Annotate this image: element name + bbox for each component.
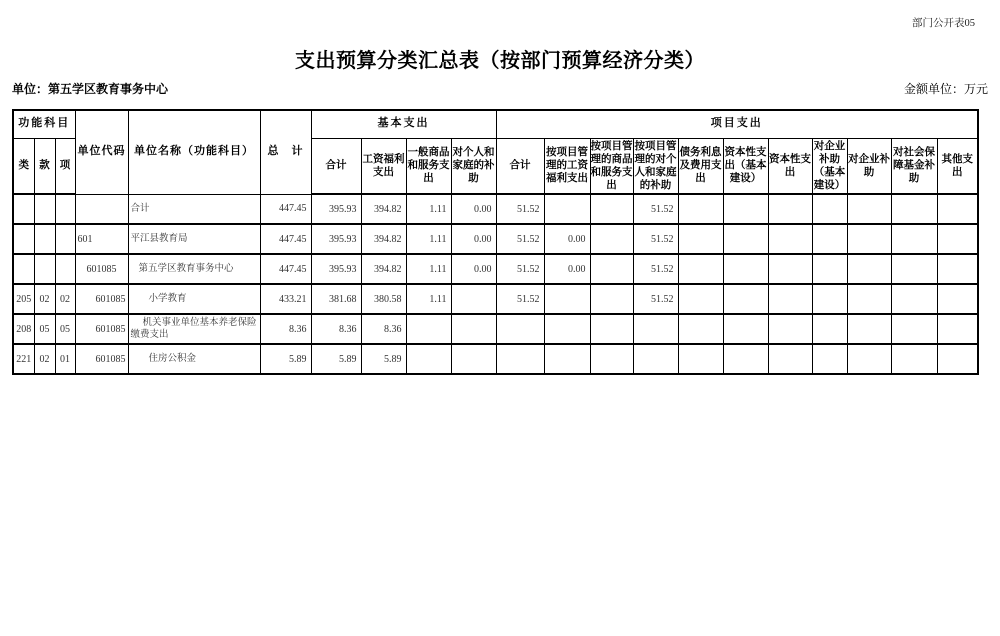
value-cell bbox=[847, 344, 891, 374]
value-cell: 51.52 bbox=[633, 194, 678, 224]
budget-table bbox=[12, 109, 979, 375]
func-class-cell bbox=[13, 224, 34, 254]
value-cell: 394.82 bbox=[361, 194, 406, 224]
value-cell bbox=[451, 284, 496, 314]
value-cell bbox=[678, 224, 723, 254]
value-cell: 380.58 bbox=[361, 284, 406, 314]
value-cell bbox=[768, 254, 812, 284]
value-cell bbox=[812, 314, 847, 344]
value-cell: 0.00 bbox=[544, 254, 590, 284]
grand-total-header: 总 计 bbox=[260, 110, 311, 194]
header-group-row bbox=[13, 110, 978, 138]
value-cell: 51.52 bbox=[496, 194, 544, 224]
value-cell bbox=[847, 284, 891, 314]
value-cell: 447.45 bbox=[260, 224, 311, 254]
value-cell bbox=[544, 194, 590, 224]
func-section-cell bbox=[34, 194, 55, 224]
value-cell bbox=[496, 344, 544, 374]
basic-individual-header: 对个人和家庭的补助 bbox=[451, 138, 496, 194]
func-class-cell: 208 bbox=[13, 314, 34, 344]
unit-name-cell: 机关事业单位基本养老保险缴费支出 bbox=[128, 314, 260, 344]
value-cell bbox=[678, 194, 723, 224]
amount-unit-label: 金额单位：万元 bbox=[903, 82, 988, 96]
value-cell bbox=[937, 224, 978, 254]
project-subtotal-header: 合计 bbox=[496, 138, 544, 194]
value-cell: 0.00 bbox=[451, 254, 496, 284]
value-cell: 8.36 bbox=[311, 314, 361, 344]
value-cell bbox=[590, 224, 633, 254]
value-cell bbox=[723, 284, 768, 314]
value-cell: 447.45 bbox=[260, 254, 311, 284]
value-cell: 0.00 bbox=[451, 194, 496, 224]
capital-construction-header: 资本性支出（基本建设） bbox=[723, 138, 768, 194]
unit-name-cell: 住房公积金 bbox=[128, 344, 260, 374]
value-cell bbox=[812, 254, 847, 284]
value-cell bbox=[937, 254, 978, 284]
value-cell bbox=[723, 344, 768, 374]
table-row bbox=[13, 344, 978, 374]
value-cell bbox=[633, 314, 678, 344]
project-goods-header: 按项目管理的商品和服务支出 bbox=[590, 138, 633, 194]
corner-note: 部门公开表05 bbox=[912, 18, 975, 29]
value-cell bbox=[847, 254, 891, 284]
value-cell: 0.00 bbox=[451, 224, 496, 254]
value-cell: 381.68 bbox=[311, 284, 361, 314]
table-row bbox=[13, 224, 978, 254]
value-cell bbox=[544, 314, 590, 344]
value-cell bbox=[768, 194, 812, 224]
value-cell bbox=[847, 224, 891, 254]
value-cell: 5.89 bbox=[361, 344, 406, 374]
value-cell: 1.11 bbox=[406, 194, 451, 224]
value-cell: 1.11 bbox=[406, 284, 451, 314]
unit-name-cell: 第五学区教育事务中心 bbox=[128, 254, 260, 284]
value-cell bbox=[812, 284, 847, 314]
value-cell bbox=[891, 344, 937, 374]
project-expense-group-header: 项目支出 bbox=[496, 110, 978, 138]
value-cell bbox=[633, 344, 678, 374]
unit-code-header: 单位代码 bbox=[75, 110, 128, 194]
page-title: 支出预算分类汇总表（按部门预算经济分类） bbox=[295, 50, 705, 72]
value-cell bbox=[590, 194, 633, 224]
unit-code-cell: 601085 bbox=[75, 314, 128, 344]
func-item-cell bbox=[55, 194, 75, 224]
enterprise-subsidy-header: 对企业补助 bbox=[847, 138, 891, 194]
value-cell bbox=[812, 344, 847, 374]
func-section-cell bbox=[34, 224, 55, 254]
value-cell bbox=[891, 254, 937, 284]
table-row bbox=[13, 194, 978, 224]
project-wages-header: 按项目管理的工资福利支出 bbox=[544, 138, 590, 194]
func-class-cell: 221 bbox=[13, 344, 34, 374]
value-cell bbox=[678, 254, 723, 284]
basic-subtotal-header: 合计 bbox=[311, 138, 361, 194]
value-cell bbox=[496, 314, 544, 344]
project-individual-header: 按项目管理的对个人和家庭的补助 bbox=[633, 138, 678, 194]
func-section-cell: 02 bbox=[34, 344, 55, 374]
value-cell bbox=[590, 284, 633, 314]
value-cell bbox=[937, 194, 978, 224]
value-cell bbox=[937, 314, 978, 344]
debt-interest-header: 债务利息及费用支出 bbox=[678, 138, 723, 194]
value-cell: 395.93 bbox=[311, 194, 361, 224]
func-group-header: 功能科目 bbox=[13, 110, 75, 138]
value-cell bbox=[678, 314, 723, 344]
value-cell bbox=[891, 284, 937, 314]
value-cell bbox=[891, 314, 937, 344]
value-cell: 395.93 bbox=[311, 224, 361, 254]
value-cell bbox=[937, 284, 978, 314]
value-cell: 433.21 bbox=[260, 284, 311, 314]
value-cell: 394.82 bbox=[361, 224, 406, 254]
func-section-header: 款 bbox=[34, 138, 55, 194]
value-cell: 51.52 bbox=[633, 224, 678, 254]
value-cell: 395.93 bbox=[311, 254, 361, 284]
value-cell: 5.89 bbox=[260, 344, 311, 374]
value-cell: 394.82 bbox=[361, 254, 406, 284]
value-cell bbox=[544, 284, 590, 314]
value-cell bbox=[723, 194, 768, 224]
value-cell bbox=[678, 344, 723, 374]
value-cell: 51.52 bbox=[496, 284, 544, 314]
func-class-cell: 205 bbox=[13, 284, 34, 314]
value-cell bbox=[812, 194, 847, 224]
basic-expense-group-header: 基本支出 bbox=[311, 110, 496, 138]
value-cell bbox=[891, 224, 937, 254]
value-cell bbox=[847, 194, 891, 224]
value-cell bbox=[723, 254, 768, 284]
value-cell: 51.52 bbox=[496, 254, 544, 284]
unit-code-cell bbox=[75, 194, 128, 224]
value-cell: 51.52 bbox=[633, 254, 678, 284]
table-row bbox=[13, 254, 978, 284]
unit-code-cell: 601085 bbox=[75, 254, 128, 284]
value-cell: 1.11 bbox=[406, 254, 451, 284]
basic-goods-header: 一般商品和服务支出 bbox=[406, 138, 451, 194]
func-item-header: 项 bbox=[55, 138, 75, 194]
value-cell bbox=[768, 344, 812, 374]
value-cell: 8.36 bbox=[361, 314, 406, 344]
table-row bbox=[13, 284, 978, 314]
value-cell bbox=[590, 344, 633, 374]
value-cell: 8.36 bbox=[260, 314, 311, 344]
unit-name-cell: 平江县教育局 bbox=[128, 224, 260, 254]
func-item-cell bbox=[55, 224, 75, 254]
value-cell bbox=[723, 314, 768, 344]
value-cell bbox=[678, 284, 723, 314]
unit-name-cell: 合计 bbox=[128, 194, 260, 224]
value-cell: 0.00 bbox=[544, 224, 590, 254]
unit-name-cell: 小学教育 bbox=[128, 284, 260, 314]
value-cell: 5.89 bbox=[311, 344, 361, 374]
value-cell bbox=[451, 314, 496, 344]
value-cell bbox=[406, 314, 451, 344]
value-cell bbox=[891, 194, 937, 224]
unit-code-cell: 601 bbox=[75, 224, 128, 254]
enterprise-construction-subsidy-header: 对企业补助（基本建设） bbox=[812, 138, 847, 194]
value-cell bbox=[847, 314, 891, 344]
value-cell bbox=[590, 314, 633, 344]
value-cell bbox=[937, 344, 978, 374]
value-cell bbox=[768, 284, 812, 314]
value-cell bbox=[544, 344, 590, 374]
func-item-cell: 02 bbox=[55, 284, 75, 314]
func-item-cell: 05 bbox=[55, 314, 75, 344]
value-cell: 1.11 bbox=[406, 224, 451, 254]
unit-name-header: 单位名称（功能科目） bbox=[128, 110, 260, 194]
other-expense-header: 其他支出 bbox=[937, 138, 978, 194]
func-class-cell bbox=[13, 194, 34, 224]
social-security-subsidy-header: 对社会保障基金补助 bbox=[891, 138, 937, 194]
value-cell: 447.45 bbox=[260, 194, 311, 224]
value-cell bbox=[768, 314, 812, 344]
func-item-cell bbox=[55, 254, 75, 284]
func-section-cell: 02 bbox=[34, 284, 55, 314]
func-class-cell bbox=[13, 254, 34, 284]
value-cell bbox=[812, 224, 847, 254]
func-class-header: 类 bbox=[13, 138, 34, 194]
meta-row bbox=[12, 80, 988, 97]
value-cell bbox=[406, 344, 451, 374]
capital-header: 资本性支出 bbox=[768, 138, 812, 194]
func-section-cell: 05 bbox=[34, 314, 55, 344]
func-section-cell bbox=[34, 254, 55, 284]
value-cell: 51.52 bbox=[496, 224, 544, 254]
basic-wages-header: 工资福利支出 bbox=[361, 138, 406, 194]
unit-label: 单位：第五学区教育事务中心 bbox=[12, 82, 169, 96]
table-row bbox=[13, 314, 978, 344]
unit-code-cell: 601085 bbox=[75, 344, 128, 374]
value-cell bbox=[590, 254, 633, 284]
value-cell bbox=[768, 224, 812, 254]
value-cell bbox=[451, 344, 496, 374]
func-item-cell: 01 bbox=[55, 344, 75, 374]
unit-code-cell: 601085 bbox=[75, 284, 128, 314]
value-cell bbox=[723, 224, 768, 254]
value-cell: 51.52 bbox=[633, 284, 678, 314]
